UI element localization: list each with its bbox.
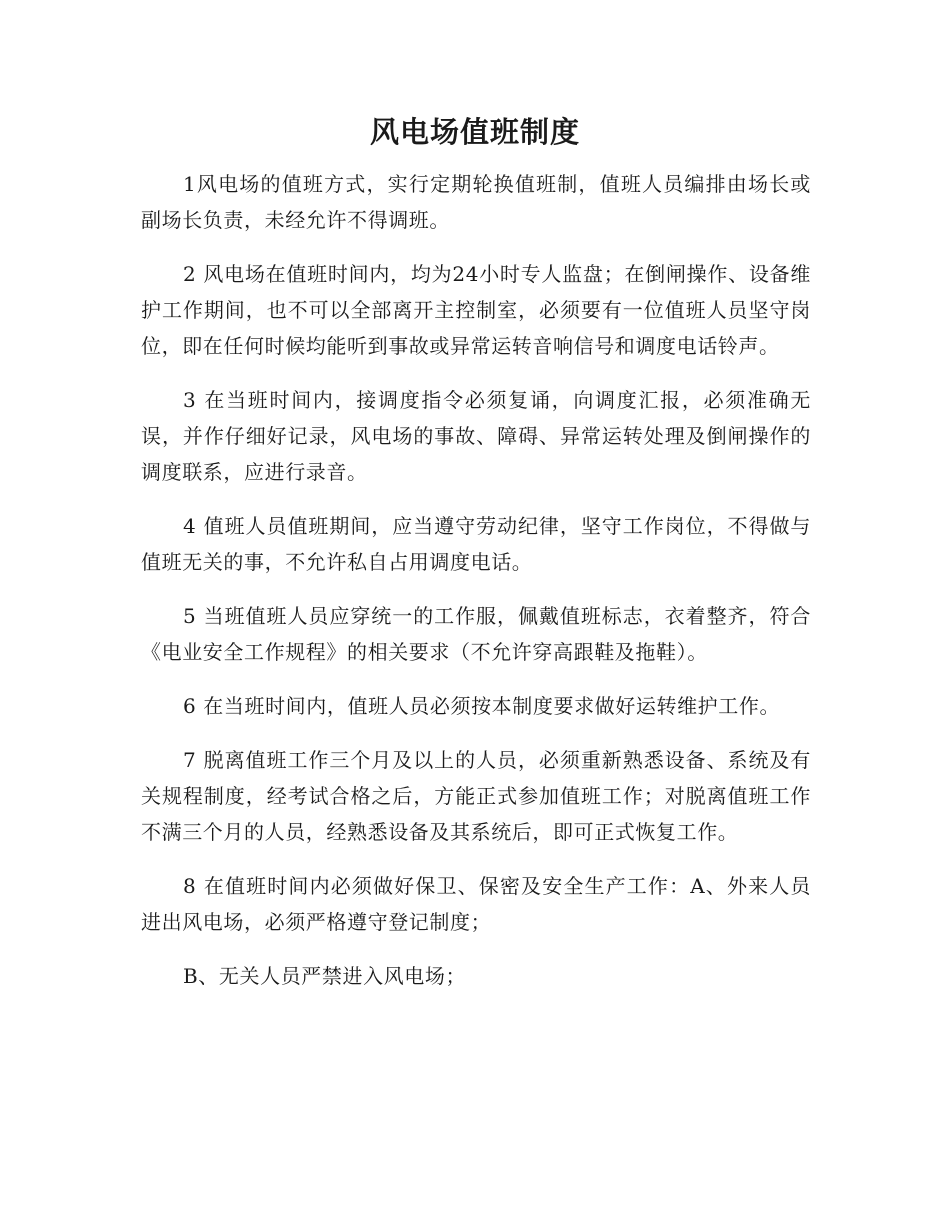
paragraph-1: 1风电场的值班方式，实行定期轮换值班制，值班人员编排由场长或副场长负责，未经允许不得调班。 xyxy=(141,172,811,232)
paragraph-4: 4 值班人员值班期间，应当遵守劳动纪律，坚守工作岗位，不得做与值班无关的事，不允许私自占用调度电话。 xyxy=(141,514,811,574)
paragraph-6: 6 在当班时间内，值班人员必须按本制度要求做好运转维护工作。 xyxy=(183,694,781,718)
paragraph-7: 7 脱离值班工作三个月及以上的人员，必须重新熟悉设备、系统及有关规程制度，经考试合格之后，方能正式参加值班工作；对脱离值班工作不满三个月的人员，经熟悉设备及其系统后，即可正式恢复工作。 xyxy=(141,748,811,844)
paragraph-3: 3 在当班时间内，接调度指令必须复诵，向调度汇报，必须准确无误，并作仔细好记录，风电场的事故、障碍、异常运转处理及倒闸操作的调度联系，应进行录音。 xyxy=(141,388,811,484)
paragraph-9: B、无关人员严禁进入风电场； xyxy=(183,964,467,988)
paragraph-2: 2 风电场在值班时间内，均为24小时专人监盘；在倒闸操作、设备维护工作期间，也不可以全部离开主控制室，必须要有一位值班人员坚守岗位，即在任何时候均能听到事故或异常运转音响信号和调度电话铃声。 xyxy=(141,262,811,358)
paragraph-5: 5 当班值班人员应穿统一的工作服，佩戴值班标志，衣着整齐，符合《电业安全工作规程》的相关要求（不允许穿高跟鞋及拖鞋）。 xyxy=(141,604,811,664)
paragraph-8: 8 在值班时间内必须做好保卫、保密及安全生产工作：A、外来人员进出风电场，必须严格遵守登记制度； xyxy=(141,874,811,934)
document-body xyxy=(141,166,811,1012)
document-title: 风电场值班制度 xyxy=(369,115,580,149)
